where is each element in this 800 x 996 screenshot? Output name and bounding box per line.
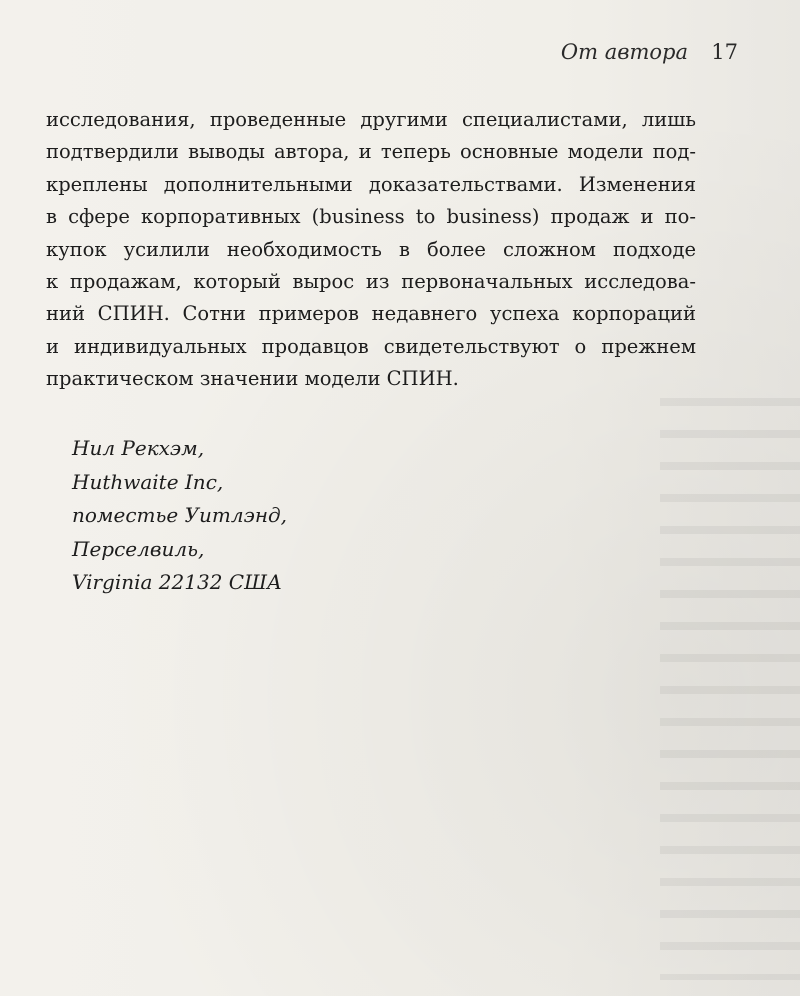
author-name: Нил Рекхэм, bbox=[72, 436, 205, 460]
running-head: От автора bbox=[560, 40, 688, 64]
address-state-zip: Virginia 22132 США bbox=[72, 570, 283, 594]
address-estate: поместье Уитлэнд, bbox=[72, 503, 288, 527]
text-line: к продажам, который вырос из первоначальных исследова- bbox=[46, 270, 696, 294]
author-signature bbox=[72, 432, 287, 600]
organization: Huthwaite Inc, bbox=[72, 469, 224, 494]
text-line: ний СПИН. Сотни примеров недавнего успеха корпораций bbox=[46, 302, 696, 326]
address-city: Перселвиль, bbox=[72, 536, 205, 561]
text-line: купок усилили необходимость в более сложном подходе bbox=[46, 237, 696, 261]
text-line: и индивидуальных продавцов свидетельствуют о прежнем bbox=[46, 334, 696, 358]
text-line: исследования, проведенные другими специалистами, лишь bbox=[46, 108, 696, 131]
text-line: подтвердили выводы автора, и теперь основные модели под- bbox=[46, 140, 696, 164]
page-number: 17 bbox=[711, 40, 738, 64]
text-line: в сфере корпоративных (business to business) продаж и по- bbox=[46, 205, 696, 229]
body-paragraph bbox=[46, 104, 696, 396]
text-line: креплены дополнительными доказательствами. Изменения bbox=[46, 172, 696, 196]
text-line: практическом значении модели СПИН. bbox=[46, 367, 459, 391]
reverse-page-bleed-through bbox=[660, 380, 800, 980]
